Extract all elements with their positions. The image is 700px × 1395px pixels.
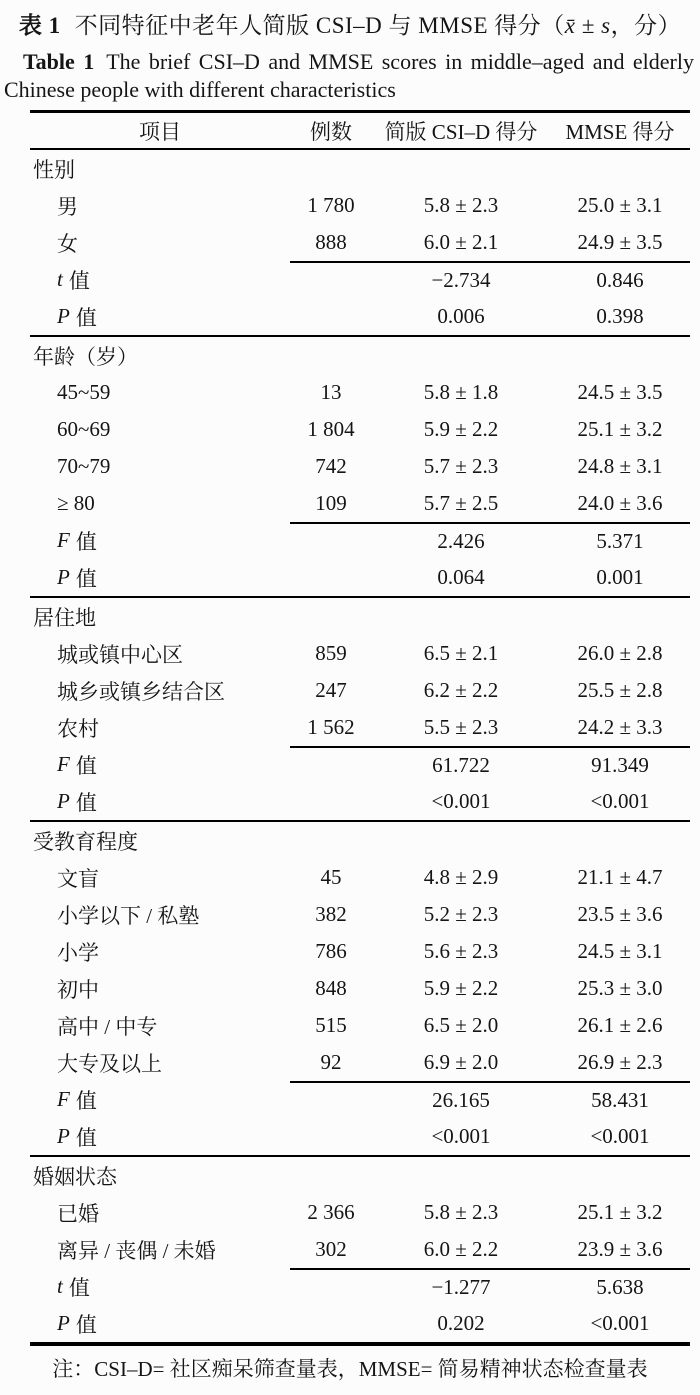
section-header-row [30,822,690,859]
stat-row [30,559,690,596]
cell-mmse: 25.1 ± 3.2 [577,1200,663,1224]
stat-word: 值 [75,566,97,591]
cell-empty [372,337,550,374]
cell-mmse: 25.1 ± 3.2 [577,417,663,441]
stat-symbol: P [57,304,70,328]
row-label: 文盲 [57,866,99,891]
cell-n: 92 [320,1050,342,1074]
cell-csid: <0.001 [431,789,491,813]
cell-mmse: 5.371 [550,522,690,559]
cell-n: 786 [315,939,347,963]
table-row [30,374,690,411]
cell-empty [550,598,690,635]
cell-mmse: 23.5 ± 3.6 [577,902,663,926]
section-title: 婚姻状态 [33,1164,117,1189]
row-label: 小学 [57,940,99,965]
cell-mmse: 24.0 ± 3.6 [577,491,663,515]
cell-n: 859 [315,641,347,665]
cell-csid: 5.2 ± 2.3 [423,902,499,926]
stat-word: 值 [75,529,97,554]
stat-notation: x̄ ± s [564,13,611,38]
section-header-row [30,150,690,187]
stat-label [30,1268,290,1305]
cell-empty [372,150,550,187]
cell-empty [290,1157,372,1194]
cell-empty [550,1157,690,1194]
cell-empty [290,1268,372,1305]
stat-row [30,1268,690,1305]
cell-csid: 5.7 ± 2.5 [423,491,499,515]
cell-csid: 0.006 [437,304,485,328]
cell-n: 302 [315,1237,347,1261]
cell-csid: 2.426 [372,522,550,559]
row-label: 女 [57,231,78,256]
section-marital [30,1157,690,1342]
table-title-en-line2: Chinese people with different characteristics [4,77,396,102]
section-residence [30,598,690,822]
section-header-row [30,598,690,635]
section-age [30,337,690,598]
cell-n: 848 [315,976,347,1000]
cell-csid: 6.5 ± 2.0 [423,1013,499,1037]
stat-symbol: P [57,1124,70,1148]
table-title-zh-tail: ，分） [610,13,682,38]
row-label: 45~59 [57,380,111,404]
section-gender [30,150,690,337]
table-row [30,187,690,224]
stat-symbol: F [57,752,70,776]
stat-word: 值 [75,305,97,330]
cell-empty [550,337,690,374]
cell-mmse: 91.349 [550,746,690,783]
cell-n: 109 [315,491,347,515]
cell-mmse: 5.638 [550,1268,690,1305]
stat-word: 值 [75,790,97,815]
cell-mmse: 26.0 ± 2.8 [577,641,663,665]
cell-n: 2 366 [307,1200,355,1224]
cell-csid: 0.202 [437,1311,485,1335]
cell-empty [550,150,690,187]
row-label: 城或镇中心区 [57,642,183,667]
cell-mmse: 24.5 ± 3.5 [577,380,663,404]
stat-label [30,559,290,596]
cell-mmse: 24.9 ± 3.5 [577,230,663,254]
stat-row [30,1081,690,1118]
stat-word: 值 [75,1088,97,1113]
cell-csid: 0.064 [437,565,485,589]
cell-n: 247 [315,678,347,702]
cell-csid: 5.9 ± 2.2 [423,976,499,1000]
stat-label [30,298,290,335]
stat-symbol: F [57,1087,70,1111]
table-number-en: Table 1 [23,49,95,74]
cell-n: 742 [315,454,347,478]
section-header-row [30,1157,690,1194]
table-row [30,1044,690,1081]
cell-n: 1 562 [307,715,355,739]
table-title-en-text: The brief CSI–D and MMSE scores in middle–aged and elderly [106,49,694,74]
cell-empty [290,337,372,374]
cell-csid: 6.9 ± 2.0 [423,1050,499,1074]
cell-mmse: 26.1 ± 2.6 [577,1013,663,1037]
stat-word: 值 [68,1275,90,1300]
cell-n: 382 [315,902,347,926]
row-label: ≥ 80 [57,491,95,515]
stat-word: 值 [75,1312,97,1337]
cell-mmse: 25.3 ± 3.0 [577,976,663,1000]
cell-csid: 5.8 ± 2.3 [423,193,499,217]
cell-n: 515 [315,1013,347,1037]
table-row [30,1231,690,1268]
cell-mmse: 25.0 ± 3.1 [577,193,663,217]
table-row [30,485,690,522]
row-label: 大专及以上 [57,1051,162,1076]
stat-word: 值 [75,753,97,778]
section-title: 性别 [33,157,75,182]
cell-mmse: 26.9 ± 2.3 [577,1050,663,1074]
data-table [30,110,690,1346]
cell-empty [290,1118,372,1155]
cell-csid: 5.8 ± 2.3 [423,1200,499,1224]
stat-word: 值 [68,268,90,293]
table-title-en-line1 [23,48,694,76]
table-row [30,1194,690,1231]
section-title: 年龄（岁） [33,344,138,369]
table-row [30,970,690,1007]
table-row [30,859,690,896]
cell-csid: 6.0 ± 2.2 [423,1237,499,1261]
cell-empty [290,298,372,335]
column-header-csid: 简版 CSI–D 得分 [384,119,538,144]
cell-mmse: <0.001 [590,789,650,813]
row-label: 70~79 [57,454,111,478]
table-title-zh [0,0,700,42]
cell-empty [290,559,372,596]
cell-empty [290,261,372,298]
stat-label [30,783,290,820]
cell-n: 13 [320,380,342,404]
stat-label [30,522,290,559]
cell-mmse: 21.1 ± 4.7 [577,865,663,889]
stat-row [30,261,690,298]
table-row [30,411,690,448]
cell-empty [290,598,372,635]
cell-empty [372,822,550,859]
table-row [30,448,690,485]
cell-n: 45 [320,865,342,889]
cell-csid: 6.5 ± 2.1 [423,641,499,665]
row-label: 农村 [57,716,99,741]
section-title: 受教育程度 [33,829,138,854]
cell-mmse: 58.431 [550,1081,690,1118]
table-row [30,933,690,970]
column-header-item: 项目 [139,119,181,144]
section-header-row [30,337,690,374]
stat-row [30,746,690,783]
cell-csid: 5.9 ± 2.2 [423,417,499,441]
cell-n: 1 804 [307,417,355,441]
stat-row [30,1305,690,1342]
stat-label [30,1305,290,1342]
cell-n: 1 780 [307,193,355,217]
cell-csid: <0.001 [431,1124,491,1148]
row-label: 高中 / 中专 [57,1014,158,1039]
stat-symbol: t [57,267,63,291]
row-label: 城乡或镇乡结合区 [57,679,225,704]
cell-mmse: <0.001 [590,1311,650,1335]
cell-csid: −2.734 [372,261,550,298]
row-label: 离异 / 丧偶 / 未婚 [57,1238,216,1263]
table-title-zh-text: 不同特征中老年人简版 CSI–D 与 MMSE 得分（ [74,13,565,38]
row-label: 小学以下 / 私塾 [57,903,200,928]
cell-empty [372,598,550,635]
cell-csid: 26.165 [372,1081,550,1118]
table-row [30,635,690,672]
table-number-zh: 表 1 [18,13,61,38]
column-header-mmse: MMSE 得分 [565,119,675,144]
stat-label [30,1081,290,1118]
cell-mmse: 0.001 [596,565,644,589]
cell-empty [290,1081,372,1118]
stat-label [30,261,290,298]
cell-empty [290,1305,372,1342]
cell-csid: 6.2 ± 2.2 [423,678,499,702]
cell-empty [290,822,372,859]
cell-mmse: 24.8 ± 3.1 [577,454,663,478]
table-row [30,896,690,933]
cell-mmse: 0.846 [550,261,690,298]
stat-row [30,783,690,820]
section-education [30,822,690,1157]
cell-empty [550,822,690,859]
cell-csid: 5.7 ± 2.3 [423,454,499,478]
stat-symbol: P [57,1311,70,1335]
stat-label [30,746,290,783]
cell-empty [372,1157,550,1194]
section-title: 居住地 [33,605,96,630]
cell-n: 888 [315,230,347,254]
row-label: 60~69 [57,417,111,441]
cell-csid: 61.722 [372,746,550,783]
stat-label [30,1118,290,1155]
table-row [30,1007,690,1044]
cell-mmse: 23.9 ± 3.6 [577,1237,663,1261]
stat-symbol: t [57,1274,63,1298]
stat-symbol: P [57,789,70,813]
table-row [30,672,690,709]
stat-row [30,298,690,335]
cell-mmse: 25.5 ± 2.8 [577,678,663,702]
cell-empty [290,150,372,187]
row-label: 已婚 [57,1201,99,1226]
cell-empty [290,783,372,820]
cell-empty [290,746,372,783]
stat-row [30,1118,690,1155]
cell-csid: 6.0 ± 2.1 [423,230,499,254]
cell-mmse: <0.001 [590,1124,650,1148]
table-row [30,224,690,261]
cell-csid: 5.5 ± 2.3 [423,715,499,739]
column-header-n: 例数 [310,119,352,144]
cell-mmse: 24.5 ± 3.1 [577,939,663,963]
cell-csid: −1.277 [372,1268,550,1305]
row-label: 男 [57,194,78,219]
cell-csid: 5.6 ± 2.3 [423,939,499,963]
cell-mmse: 24.2 ± 3.3 [577,715,663,739]
table-header-row [30,113,690,150]
table-title-en [2,48,696,104]
table-row [30,709,690,746]
table-footnote: 注：CSI–D= 社区痴呆筛查量表，MMSE= 简易精神状态检查量表 [52,1357,648,1381]
cell-csid: 5.8 ± 1.8 [423,380,499,404]
cell-empty [290,522,372,559]
stat-row [30,522,690,559]
stat-symbol: P [57,565,70,589]
cell-csid: 4.8 ± 2.9 [423,865,499,889]
row-label: 初中 [57,977,99,1002]
cell-mmse: 0.398 [596,304,644,328]
stat-word: 值 [75,1125,97,1150]
stat-symbol: F [57,528,70,552]
